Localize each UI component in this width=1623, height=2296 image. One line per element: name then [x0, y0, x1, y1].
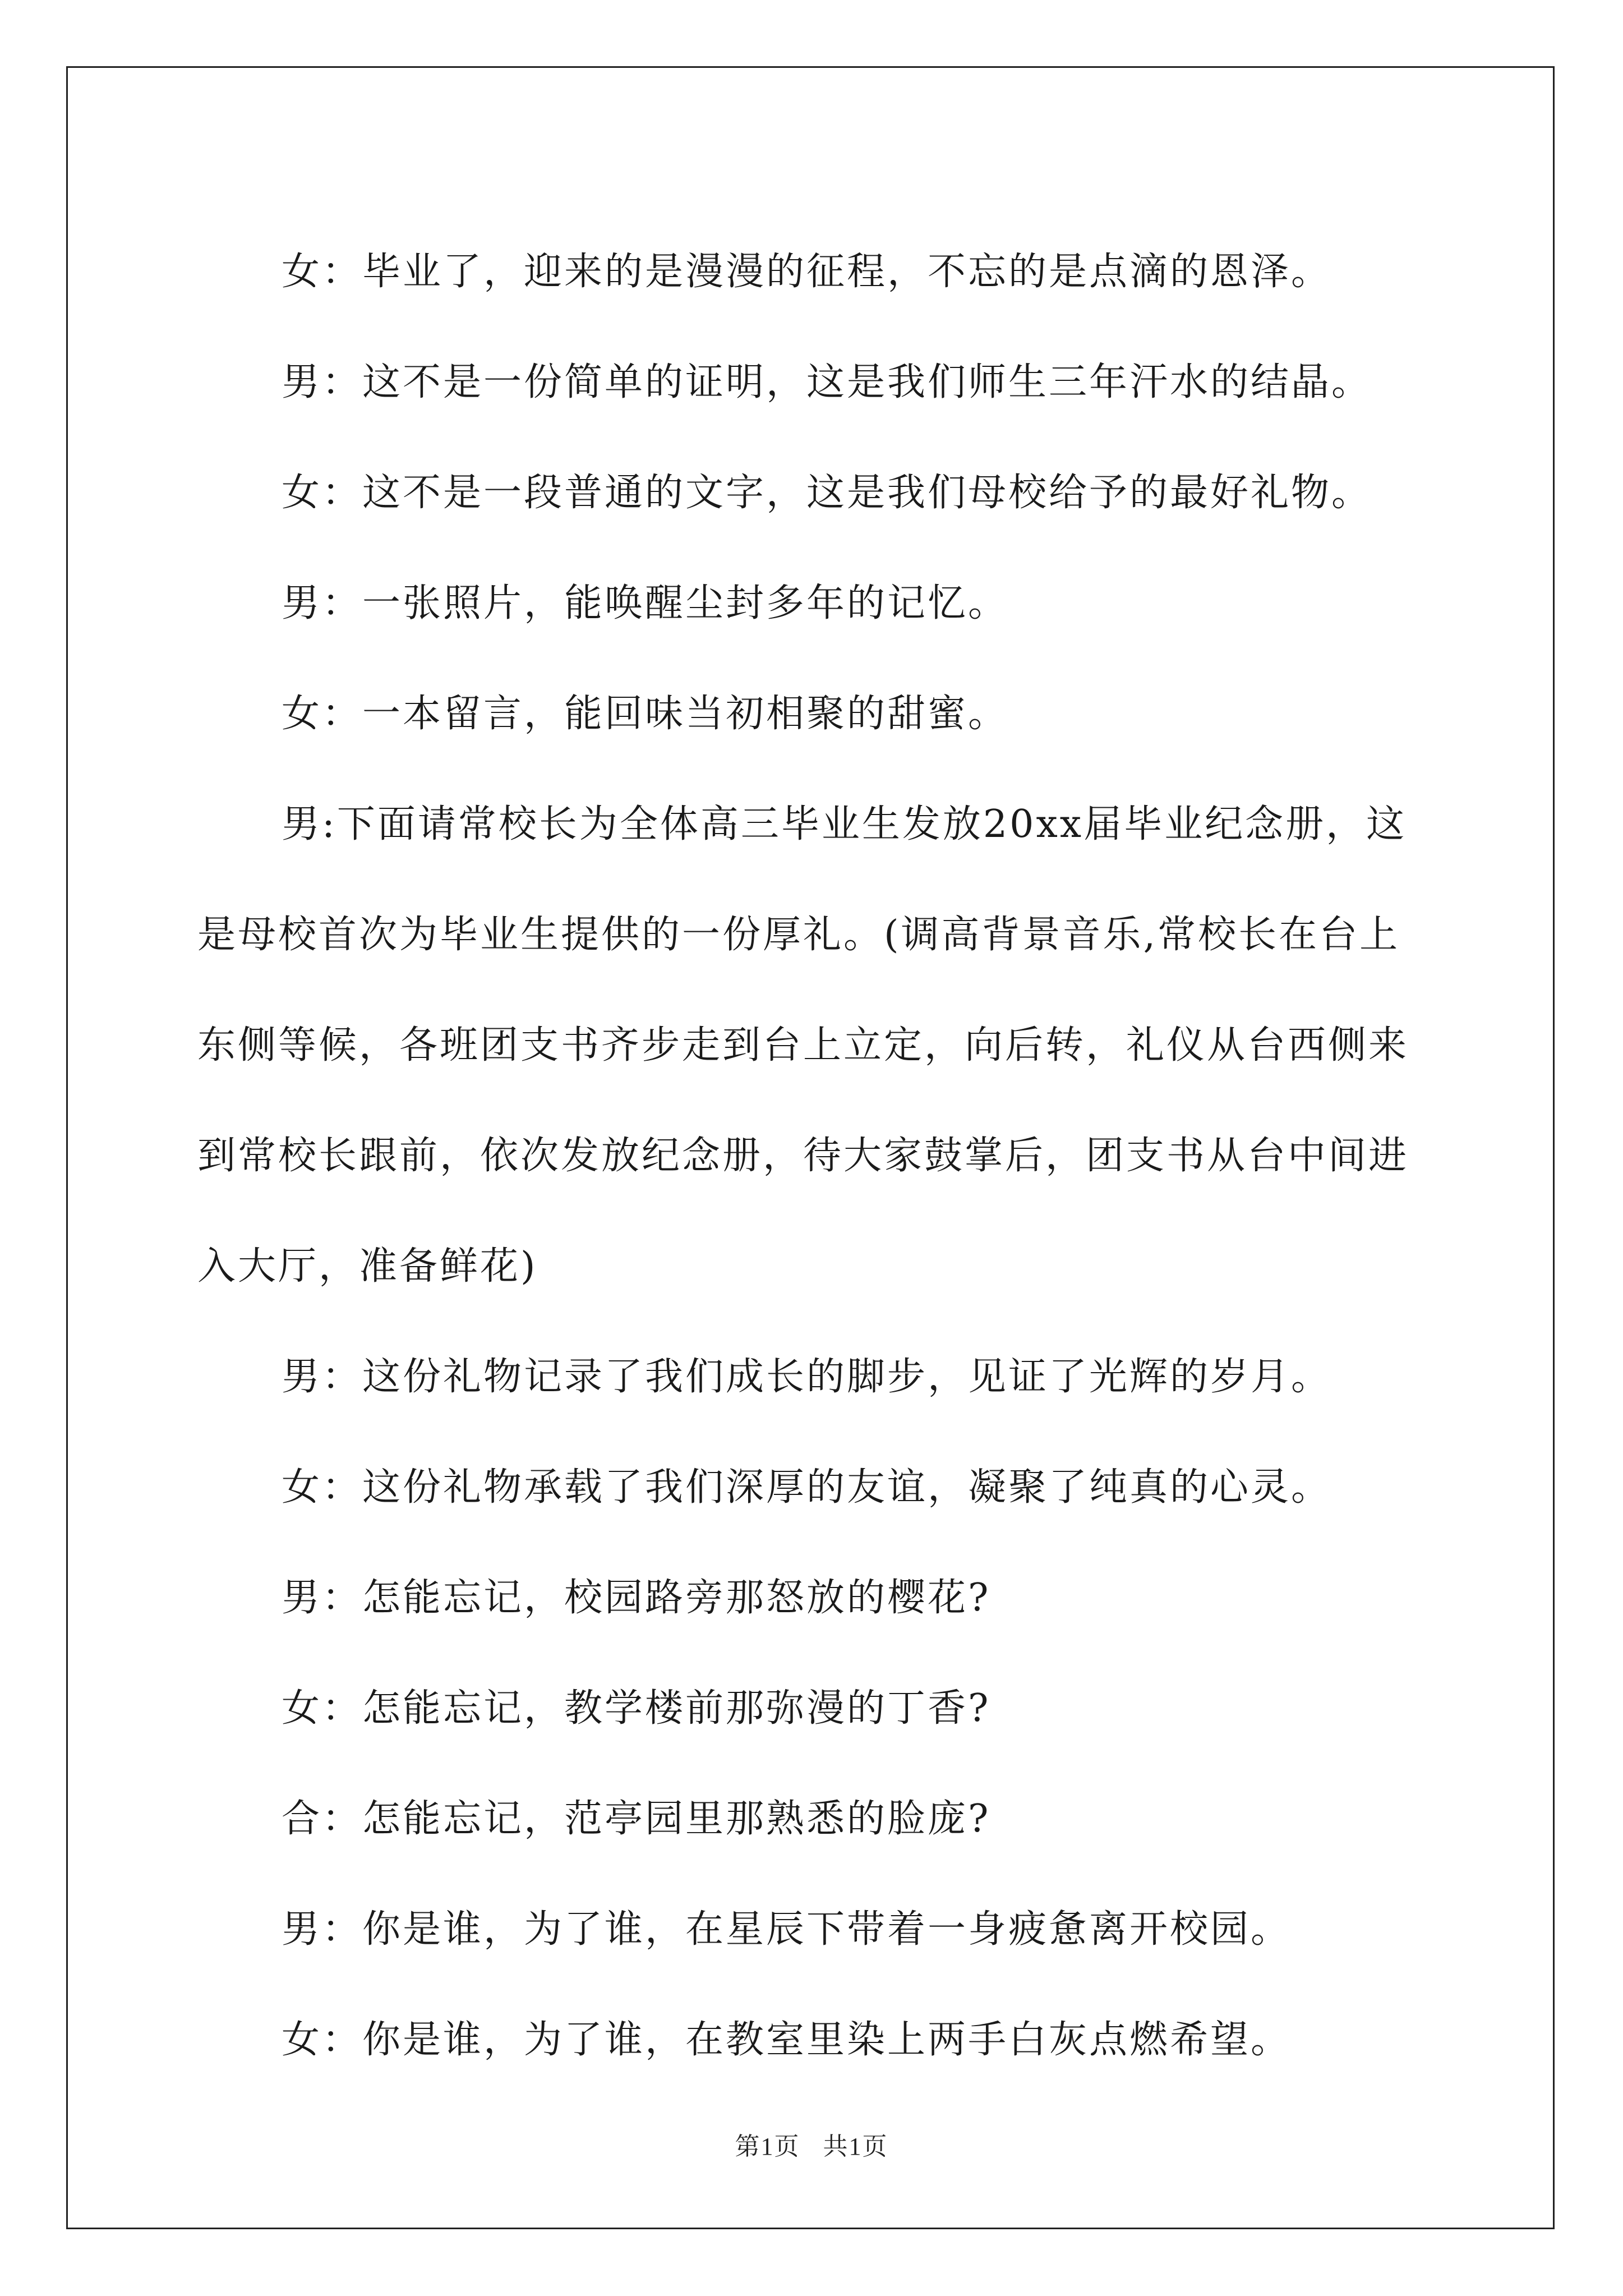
- paragraph: 合：怎能忘记，范亭园里那熟悉的脸庞?: [282, 1797, 991, 1841]
- paragraph: 男:下面请常校长为全体高三毕业生发放20xx届毕业纪念册，这是母校首次为毕业生提供的一份厚礼。(调高背景音乐,常校长在台上东侧等候，各班团支书齐步走到台上立定，向后转，礼仪从台西侧来到常校长跟前，依次发放纪念册，待大家鼓掌后，团支书从台中间进入大厅，准备鲜花): [197, 802, 1409, 1289]
- paragraph: 女：怎能忘记，教学楼前那弥漫的丁香?: [282, 1686, 991, 1731]
- paragraph: 女：毕业了，迎来的是漫漫的征程，不忘的是点滴的恩泽。: [282, 250, 1332, 294]
- page-footer: [0, 2126, 1623, 2162]
- paragraph: 女：你是谁，为了谁，在教室里染上两手白灰点燃希望。: [282, 2018, 1292, 2062]
- paragraph: 男：这份礼物记录了我们成长的脚步，见证了光辉的岁月。: [282, 1355, 1332, 1399]
- current-page-number: 第1页: [735, 2133, 800, 2160]
- paragraph: 女：一本留言，能回味当初相聚的甜蜜。: [282, 692, 1009, 736]
- paragraph: 男：这不是一份简单的证明，这是我们师生三年汗水的结晶。: [282, 360, 1372, 404]
- paragraph: 男：怎能忘记，校园路旁那怒放的樱花?: [282, 1576, 991, 1620]
- paragraph: 男：一张照片，能唤醒尘封多年的记忆。: [282, 581, 1009, 625]
- paragraph: 男：你是谁，为了谁，在星辰下带着一身疲惫离开校园。: [282, 1907, 1292, 1952]
- total-page-count: 共1页: [823, 2133, 888, 2160]
- paragraph: 女：这不是一段普通的文字，这是我们母校给予的最好礼物。: [282, 471, 1372, 515]
- paragraph: 女：这份礼物承载了我们深厚的友谊，凝聚了纯真的心灵。: [282, 1465, 1332, 1510]
- document-body: [197, 217, 1431, 2095]
